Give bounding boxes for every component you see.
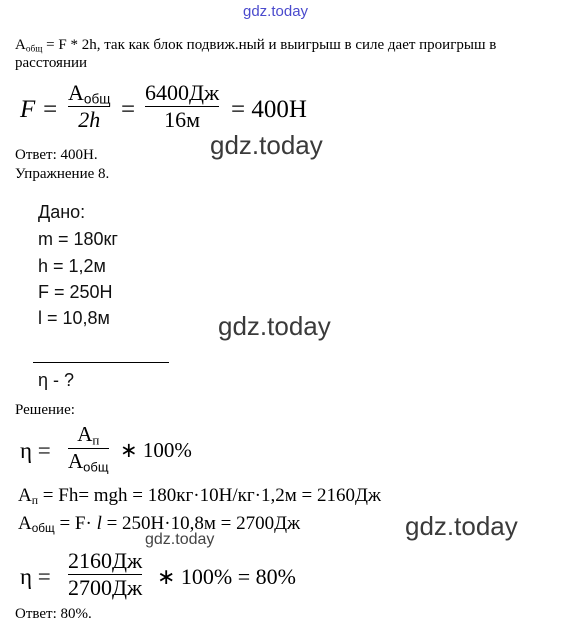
given-divider [33, 362, 169, 363]
find-item: η - ? [38, 370, 75, 390]
intro-a-sub: общ [25, 44, 43, 55]
answer-7: Ответ: 400Н. [15, 147, 98, 163]
eta-formula-den [68, 449, 109, 474]
eta-result-rhs: ∗ 100% = 80% [157, 564, 296, 589]
formula-f-frac1-den: 2h [78, 107, 101, 133]
eta-den-main: A [68, 449, 84, 474]
formula-f-eq: = [121, 96, 136, 123]
watermark-2[interactable]: gdz.today [218, 311, 331, 341]
intro-line-1 [15, 36, 496, 58]
watermark-small[interactable]: gdz.today [145, 531, 215, 548]
intro-a: A [15, 37, 26, 53]
useful-work-line [18, 485, 381, 508]
answer-8: Ответ: 80%. [15, 606, 92, 622]
formula-f-frac2 [145, 80, 219, 133]
eta-formula-frac [68, 422, 109, 475]
given-item: l = 10,8м [38, 308, 110, 328]
ap-rest: = Fh= mgh = 180кг·10Н/кг·1,2м = 2160Дж [38, 485, 382, 506]
eta-den-sub: общ [83, 459, 109, 475]
exercise-8-title: Упражнение 8. [15, 166, 110, 182]
eta-result-den: 2700Дж [68, 575, 143, 600]
eta-result-frac [68, 548, 142, 601]
total-work-line [18, 513, 300, 535]
ap-sub: п [31, 493, 39, 507]
formula-f-frac1-num [68, 80, 110, 106]
eta-num-sub: п [92, 432, 100, 448]
formula-f-result: = 400Н [231, 96, 307, 123]
eta-formula-rhs: ∗ 100% [120, 438, 192, 462]
watermark-top[interactable]: gdz.today [243, 3, 309, 20]
watermark-1[interactable]: gdz.today [210, 130, 323, 160]
ap-main: A [18, 485, 32, 506]
watermark-3[interactable]: gdz.today [405, 511, 518, 541]
formula-f-frac2-den: 16м [164, 107, 201, 132]
frac1-num-main: A [68, 80, 84, 105]
eta-result-num: 2160Дж [68, 548, 143, 573]
aobsh-l: l [96, 513, 102, 534]
given-title: Дано: [38, 202, 86, 222]
formula-f-lhs: F = [20, 96, 59, 123]
formula-f-frac1 [68, 80, 110, 133]
frac1-num-sub: общ [83, 91, 111, 107]
aobsh-rest2: = 250Н·10,8м = 2700Дж [101, 513, 301, 534]
aobsh-main: A [18, 513, 32, 534]
intro-rest: = F * 2h, так как блок подвиж.ный и выигрыш в силе дает проигрыш в [42, 37, 497, 53]
solution-title: Решение: [15, 402, 75, 418]
given-item: F = 250Н [38, 282, 113, 302]
formula-f-frac2-num: 6400Дж [145, 80, 220, 105]
given-item: h = 1,2м [38, 256, 106, 276]
eta-formula-num [77, 422, 99, 448]
intro-line-2: расстоянии [15, 55, 88, 71]
eta-formula-lhs: η = [20, 438, 51, 463]
eta-num-main: A [77, 422, 93, 446]
given-item: m = 180кг [38, 229, 118, 249]
aobsh-sub: общ [31, 521, 55, 535]
aobsh-rest: = F· [54, 513, 97, 534]
eta-result-lhs: η = [20, 564, 51, 589]
